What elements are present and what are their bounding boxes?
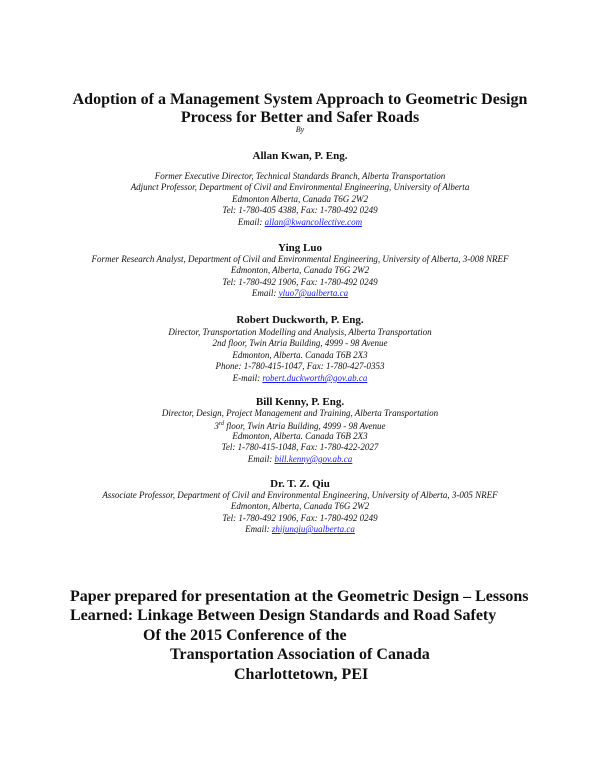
author-address: Edmonton, Alberta, Canada T6G 2W2 — [230, 501, 370, 511]
email-link[interactable]: robert.duckworth@gov.ab.ca — [262, 373, 368, 383]
email-label: Email: — [247, 454, 275, 464]
presentation-note-line: Transportation Association of Canada — [170, 646, 430, 663]
email-label: Email: — [251, 288, 279, 298]
presentation-note-line: Of the 2015 Conference of the — [143, 627, 347, 644]
author-phone: Tel: 1-780-492 1906, Fax: 1-780-492 0249 — [222, 513, 378, 523]
floor-number: 3 — [214, 421, 219, 431]
author-address: Edmonton, Alberta. Canada T6B 2X3 — [232, 431, 368, 441]
author-address: 2nd floor, Twin Atria Building, 4999 - 98 Avenue — [212, 338, 388, 348]
author-name: Allan Kwan, P. Eng. — [252, 150, 348, 162]
email-label: Email: — [237, 217, 265, 227]
author-name: Robert Duckworth, P. Eng. — [236, 314, 364, 326]
author-affiliation: Former Executive Director, Technical Standards Branch, Alberta Transportation — [154, 171, 446, 181]
author-affiliation: Former Research Analyst, Department of Civil and Environmental Engineering, University of Alberta, 3-008 NREF — [91, 254, 509, 264]
author-name: Dr. T. Z. Qiu — [270, 478, 330, 490]
author-phone: Phone: 1-780-415-1047, Fax: 1-780-427-0353 — [215, 361, 385, 371]
floor-text: floor, Twin Atria Building, 4999 - 98 Avenue — [224, 421, 386, 431]
author-affiliation: Associate Professor, Department of Civil and Environmental Engineering, University of Alberta, 3-005 NREF — [102, 490, 498, 500]
author-affiliation: Adjunct Professor, Department of Civil and Environmental Engineering, University of Alberta — [130, 182, 470, 192]
author-name: Ying Luo — [278, 242, 322, 254]
author-phone: Tel: 1-780-405 4388, Fax: 1-780-492 0249 — [222, 205, 378, 215]
author-email-line — [0, 454, 600, 465]
author-address: Edmonton Alberta, Canada T6G 2W2 — [231, 194, 369, 204]
by-label: By — [295, 125, 305, 134]
author-email-line — [0, 288, 600, 299]
email-link[interactable]: zhijunqiu@ualberta.ca — [271, 524, 355, 534]
title-line-1: Adoption of a Management System Approach to Geometric Design — [72, 91, 528, 108]
floor-suffix: rd — [218, 421, 225, 427]
author-name: Bill Kenny, P. Eng. — [255, 396, 345, 408]
email-label: E-mail: — [232, 373, 263, 383]
email-link[interactable]: yluo7@ualberta.ca — [278, 288, 349, 298]
email-label: Email: — [245, 524, 272, 534]
author-address: Edmonton, Alberta. Canada T6B 2X3 — [232, 350, 368, 360]
presentation-note-line: Charlottetown, PEI — [234, 666, 369, 683]
author-address: Edmonton, Alberta, Canada T6G 2W2 — [230, 265, 370, 275]
author-affiliation: Director, Transportation Modelling and Analysis, Alberta Transportation — [168, 327, 432, 337]
author-phone: Tel: 1-780-492 1906, Fax: 1-780-492 0249 — [222, 277, 378, 287]
email-link[interactable]: bill.kenny@gov.ab.ca — [274, 454, 353, 464]
author-email-line — [0, 524, 600, 535]
title-line-2: Process for Better and Safer Roads — [180, 109, 420, 126]
email-link[interactable]: allan@kwancollective.com — [264, 217, 363, 227]
author-affiliation: Director, Design, Project Management and Training, Alberta Transportation — [161, 408, 439, 418]
presentation-note-line: Learned: Linkage Between Design Standards and Road Safety — [70, 607, 497, 624]
presentation-note-line: Paper prepared for presentation at the Geometric Design – Lessons — [70, 588, 529, 605]
author-phone: Tel: 1-780-415-1048, Fax: 1-780-422-2027 — [221, 442, 379, 452]
author-email-line — [0, 217, 600, 228]
author-email-line — [0, 373, 600, 384]
